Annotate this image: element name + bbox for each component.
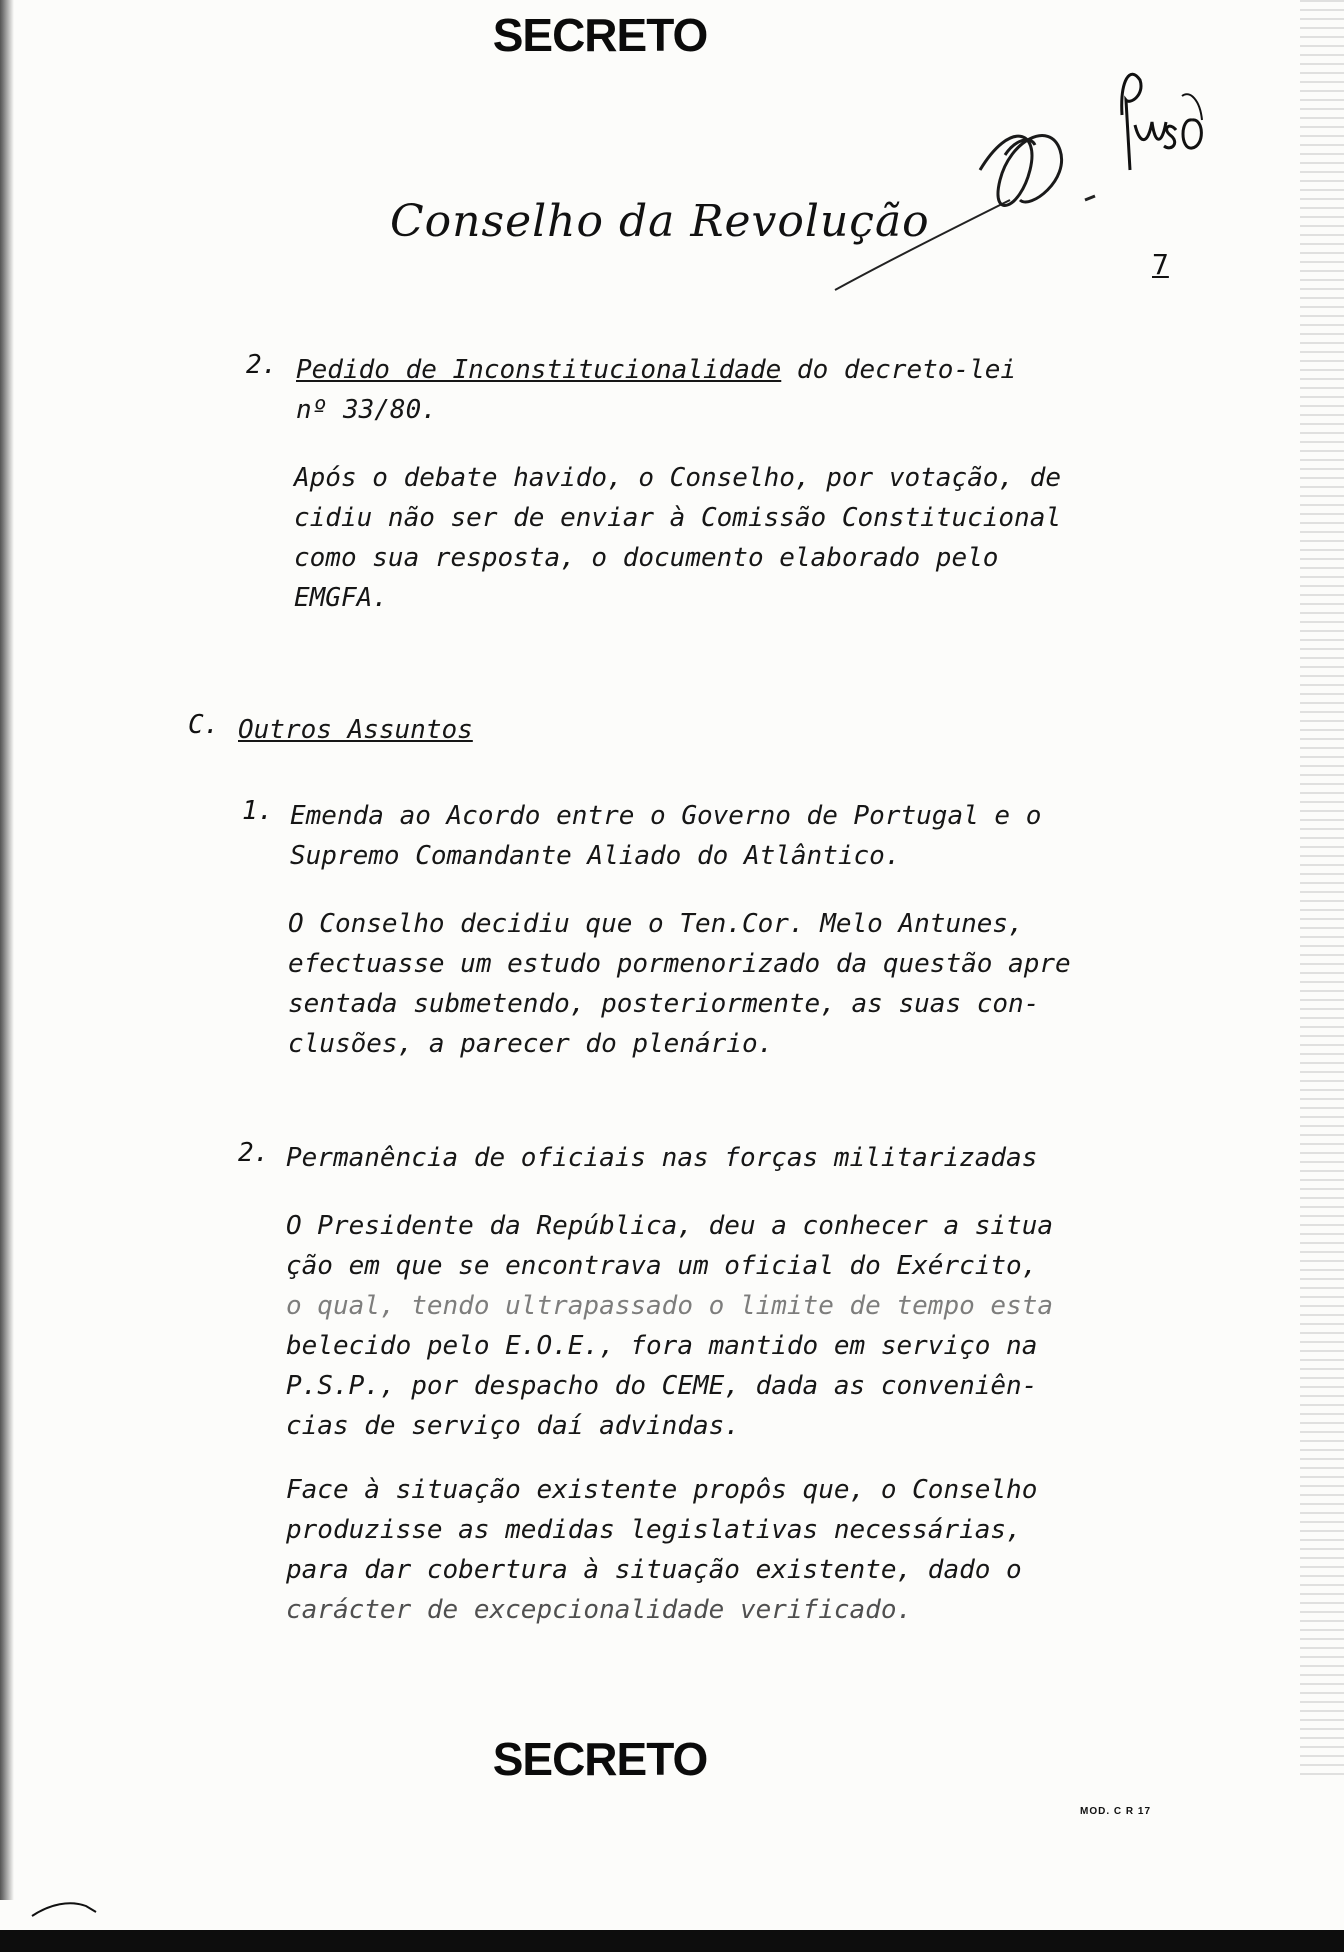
- body-line: Após o debate havido, o Conselho, por votação, de: [294, 463, 1062, 493]
- scan-edge-bottom: [0, 1930, 1344, 1952]
- body-line: O Presidente da República, deu a conhecer a situa: [286, 1211, 1054, 1241]
- body-line: como sua resposta, o documento elaborado pelo: [294, 543, 999, 573]
- body-line: Face à situação existente propôs que, o Conselho: [286, 1475, 1038, 1505]
- body-line: EMGFA.: [294, 583, 388, 613]
- item-title-rest: do decreto-lei: [781, 355, 1017, 385]
- body-line: para dar cobertura à situação existente, dado o: [286, 1555, 1022, 1585]
- item-title-line2: nº 33/80.: [296, 395, 437, 425]
- item-body: [286, 1206, 1186, 1446]
- scan-edge-right: [1300, 0, 1344, 1780]
- item-body: [294, 458, 1194, 618]
- body-line: efectuasse um estudo pormenorizado da questão apre: [288, 949, 1071, 979]
- item-title: [290, 796, 1190, 876]
- body-line: P.S.P., por despacho do CEME, dada as conveniên-: [286, 1371, 1038, 1401]
- title-line: Supremo Comandante Aliado do Atlântico.: [290, 841, 901, 871]
- body-line: sentada submetendo, posteriormente, as suas con-: [288, 989, 1040, 1019]
- item-number: 1.: [242, 796, 274, 826]
- page-number: 7: [1152, 248, 1169, 281]
- section-letter: C.: [188, 710, 220, 740]
- body-line: carácter de excepcionalidade verificado.: [286, 1595, 913, 1625]
- form-code: MOD. C R 17: [1080, 1806, 1152, 1817]
- letterhead-title: Conselho da Revolução: [390, 196, 930, 247]
- classification-stamp-top: SECRETO: [492, 9, 708, 61]
- handwritten-signature: [830, 60, 1230, 310]
- item-number: 2.: [246, 350, 278, 380]
- body-line: clusões, a parecer do plenário.: [288, 1029, 774, 1059]
- body-line: o qual, tendo ultrapassado o limite de tempo esta: [286, 1291, 1054, 1321]
- item-body: [286, 1470, 1186, 1630]
- item-title-underlined: Pedido de Inconstitucionalidade: [296, 355, 782, 385]
- item-body: [288, 904, 1188, 1064]
- item-title: Permanência de oficiais nas forças militarizadas: [286, 1143, 1038, 1173]
- body-line: produzisse as medidas legislativas necessárias,: [286, 1515, 1022, 1545]
- scan-edge-left: [0, 0, 16, 1900]
- body-line: ção em que se encontrava um oficial do Exército,: [286, 1251, 1038, 1281]
- margin-scribble: [30, 1896, 100, 1920]
- body-line: belecido pelo E.O.E., fora mantido em serviço na: [286, 1331, 1038, 1361]
- body-line: cidiu não ser de enviar à Comissão Constitucional: [294, 503, 1062, 533]
- item-number: 2.: [238, 1138, 270, 1168]
- item-title: [296, 350, 1196, 430]
- body-line: O Conselho decidiu que o Ten.Cor. Melo Antunes,: [288, 909, 1024, 939]
- body-line: cias de serviço daí advindas.: [286, 1411, 740, 1441]
- classification-stamp-bottom: SECRETO: [492, 1733, 708, 1785]
- title-line: Emenda ao Acordo entre o Governo de Portugal e o: [290, 801, 1042, 831]
- section-heading: Outros Assuntos: [238, 715, 473, 745]
